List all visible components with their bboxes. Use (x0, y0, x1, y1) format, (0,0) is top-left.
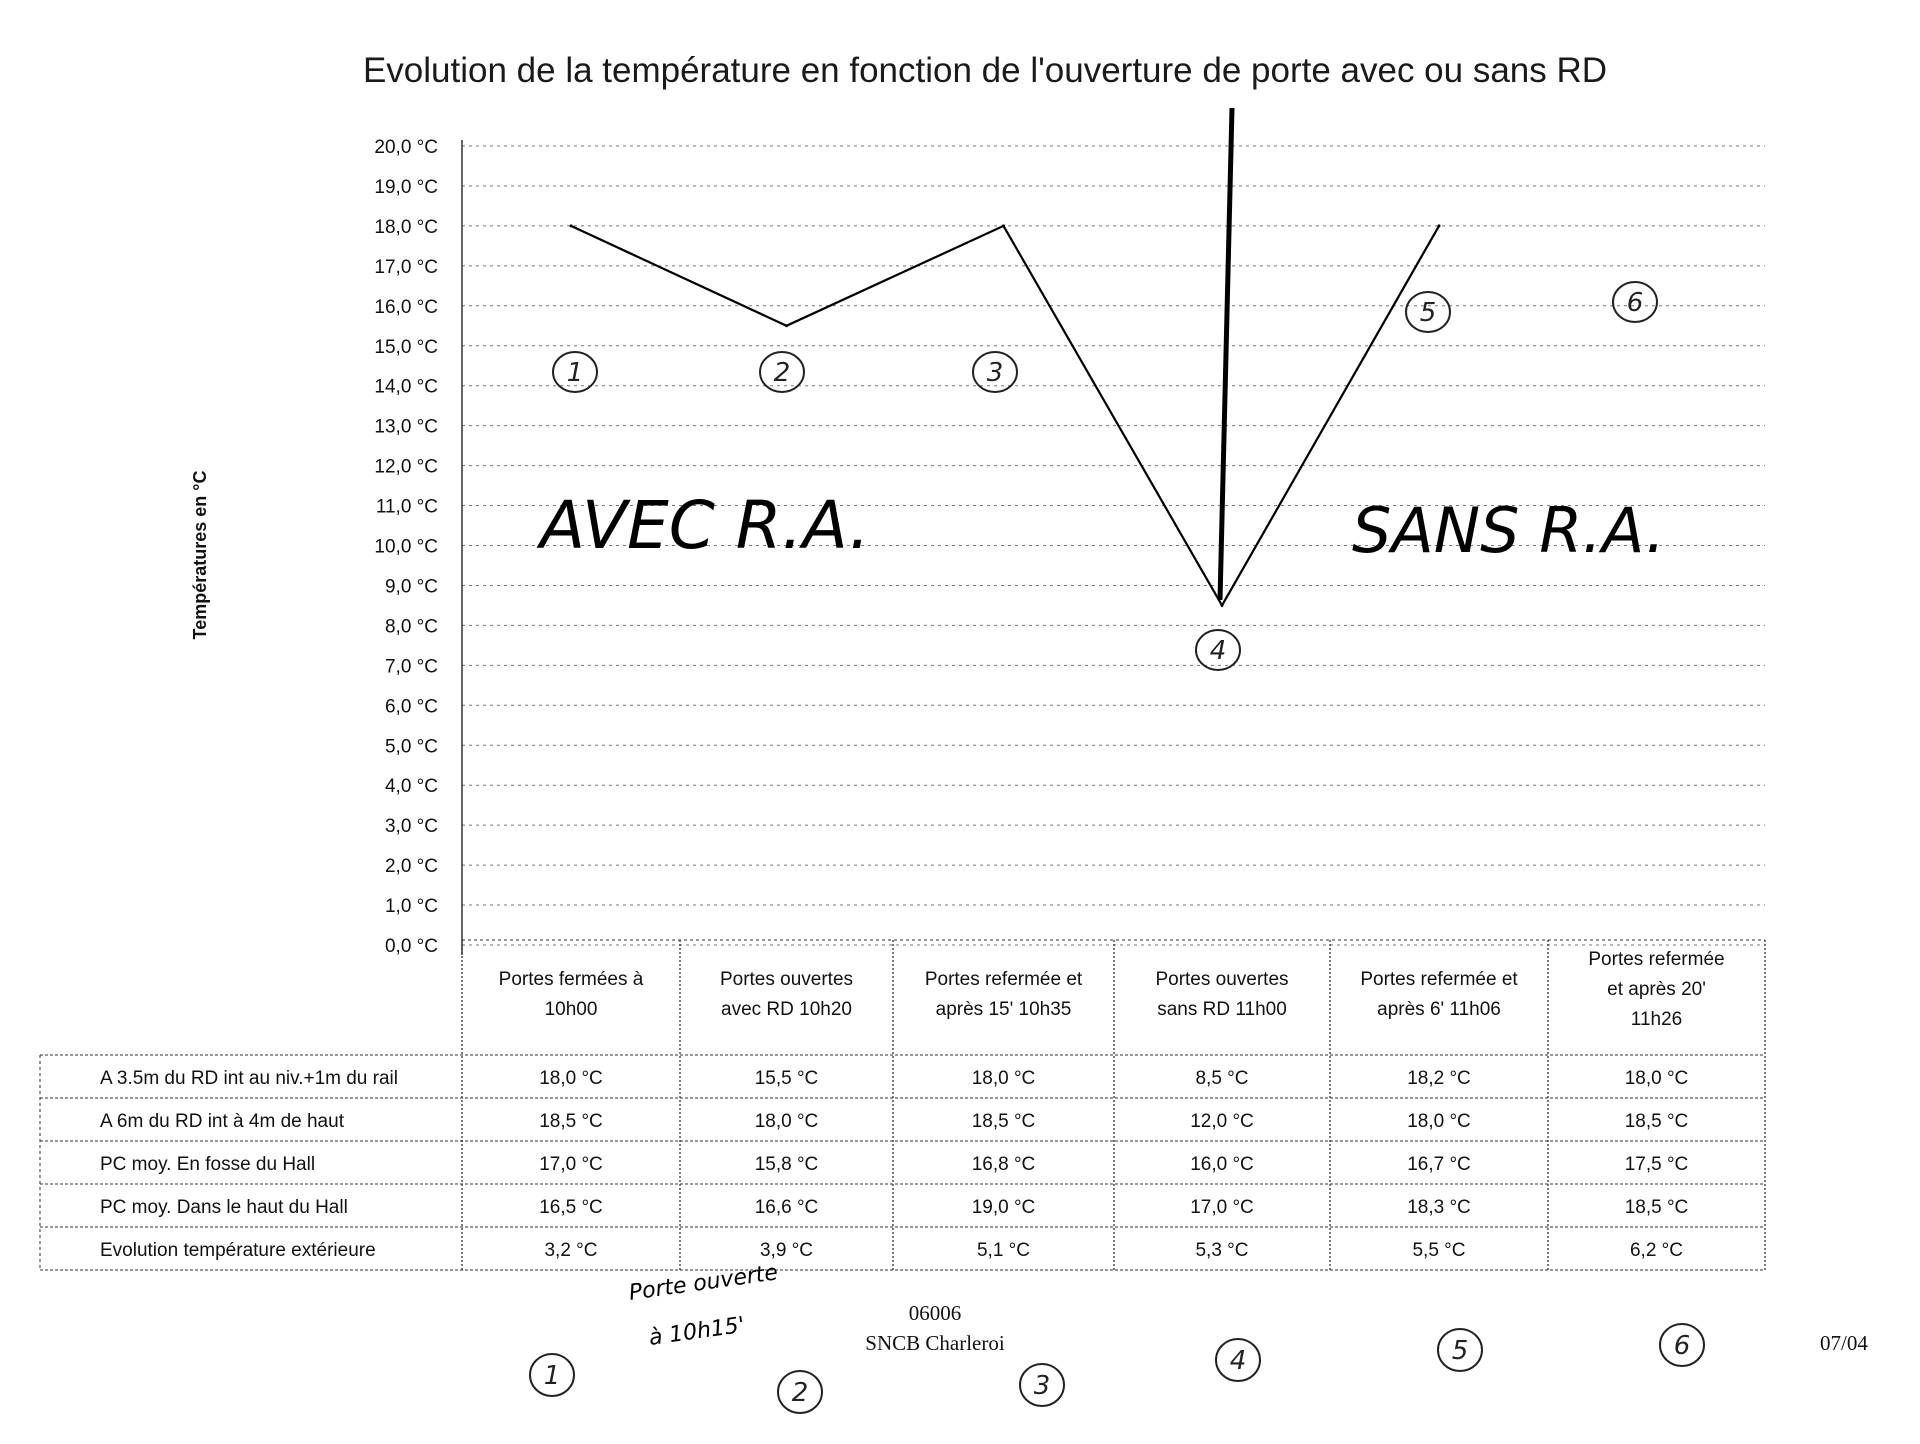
point-markers (553, 282, 1657, 670)
y-tick-label: 19,0 °C (374, 176, 438, 198)
table-cell: 3,9 °C (759, 1240, 814, 1261)
y-tick-label: 13,0 °C (374, 416, 438, 438)
table-cell: 17,5 °C (1624, 1154, 1689, 1175)
table-cell: 5,5 °C (1412, 1240, 1466, 1261)
y-tick-label: 6,0 °C (384, 696, 438, 718)
table-cell: 16,8 °C (971, 1154, 1036, 1175)
chart-title: Evolution de la température en fonction de l'ouverture de porte avec ou sans RD (362, 51, 1608, 90)
data-table (40, 940, 1765, 1270)
table-cell: 16,5 °C (539, 1197, 603, 1218)
table-cell: 18,3 °C (1407, 1197, 1471, 1218)
y-tick-label: 15,0 °C (374, 336, 438, 358)
annotation-avec: AVEC R.A. (540, 487, 870, 564)
bottom-marker-label: 5 (1451, 1336, 1469, 1366)
category-label: Portes refermée et (1360, 969, 1518, 990)
table-cell: 17,0 °C (1190, 1197, 1254, 1218)
table-cell: 8,5 °C (1195, 1068, 1249, 1089)
data-point (1221, 604, 1224, 607)
table-row-label: PC moy. En fosse du Hall (100, 1154, 316, 1175)
category-label: après 15' 10h35 (935, 999, 1072, 1020)
table-row-label: PC moy. Dans le haut du Hall (100, 1197, 348, 1218)
bottom-marker-label: 4 (1229, 1346, 1247, 1376)
y-tick-label: 17,0 °C (374, 256, 438, 278)
annotation-sans: SANS R.A. (1352, 494, 1666, 567)
table-cell: 18,0 °C (539, 1068, 603, 1089)
y-tick-label: 4,0 °C (384, 776, 438, 798)
y-tick-label: 5,0 °C (384, 736, 438, 758)
category-label: après 6' 11h06 (1377, 999, 1501, 1020)
handwritten-note-line-2: à 10h15' (647, 1312, 747, 1351)
table-cell: 18,5 °C (1624, 1197, 1689, 1218)
separator-stroke (1220, 108, 1232, 600)
chart-marker-label: 3 (986, 358, 1004, 388)
y-axis-label: Températures en °C (190, 470, 210, 640)
y-tick-label: 7,0 °C (384, 656, 438, 678)
category-label: Portes fermées à (498, 969, 644, 990)
bottom-marker-label: 1 (543, 1361, 561, 1391)
category-label: Portes refermée (1588, 949, 1725, 970)
category-label: avec RD 10h20 (721, 999, 852, 1020)
category-label: Portes refermée et (924, 969, 1083, 990)
table-cell: 15,5 °C (754, 1068, 819, 1089)
bottom-marker-label: 3 (1033, 1371, 1051, 1401)
y-tick-label: 14,0 °C (374, 376, 438, 398)
table-cell: 18,5 °C (539, 1111, 603, 1132)
table-cell: 19,0 °C (971, 1197, 1036, 1218)
table-cell: 18,0 °C (971, 1068, 1036, 1089)
y-tick-label: 2,0 °C (384, 856, 438, 878)
category-label: sans RD 11h00 (1157, 999, 1287, 1020)
footer-org: SNCB Charleroi (865, 1331, 1005, 1355)
table-cell: 3,2 °C (544, 1240, 598, 1261)
chart-marker-label: 4 (1209, 636, 1227, 666)
table-cell: 5,1 °C (976, 1240, 1031, 1261)
category-label: 11h26 (1630, 1009, 1683, 1030)
table-cell: 15,8 °C (754, 1154, 819, 1175)
footer-code: 06006 (908, 1301, 962, 1325)
category-label: 10h00 (544, 999, 598, 1020)
table-cell: 18,0 °C (754, 1111, 819, 1132)
table-cell: 17,0 °C (539, 1154, 603, 1175)
table-cell: 18,0 °C (1624, 1068, 1689, 1089)
table-cell: 16,0 °C (1190, 1154, 1254, 1175)
y-tick-label: 0,0 °C (384, 936, 438, 957)
table-cell: 12,0 °C (1190, 1111, 1254, 1132)
category-label: et après 20' (1607, 979, 1706, 1000)
y-tick-label: 10,0 °C (374, 536, 438, 558)
table-cell: 16,7 °C (1407, 1154, 1471, 1175)
chart-marker-label: 1 (566, 358, 584, 388)
y-tick-label: 3,0 °C (384, 816, 438, 838)
table-cell: 5,3 °C (1195, 1240, 1249, 1261)
table-cell: 6,2 °C (1629, 1240, 1684, 1261)
data-point (1438, 224, 1441, 227)
y-tick-label: 11,0 °C (375, 496, 438, 518)
category-label: Portes ouvertes (719, 969, 854, 990)
chart-marker-label: 2 (773, 358, 791, 388)
data-point (570, 224, 573, 227)
table-row-label: A 3.5m du RD int au niv.+1m du rail (100, 1068, 398, 1089)
category-label: Portes ouvertes (1155, 969, 1289, 990)
table-cell: 18,2 °C (1407, 1068, 1471, 1089)
bottom-marker-label: 6 (1673, 1331, 1691, 1361)
y-tick-label: 1,0 °C (384, 896, 438, 918)
y-tick-label: 16,0 °C (374, 296, 438, 318)
y-tick-label: 12,0 °C (374, 456, 438, 478)
bottom-marker-label: 2 (791, 1378, 809, 1408)
table-cell: 18,5 °C (1624, 1111, 1689, 1132)
y-tick-label: 20,0 °C (374, 137, 438, 158)
y-tick-label: 9,0 °C (384, 576, 438, 598)
table-row-label: A 6m du RD int à 4m de haut (100, 1111, 344, 1132)
chart-marker-label: 6 (1626, 288, 1644, 318)
handwritten-note-line-1: Porte ouverte (627, 1260, 780, 1306)
chart-marker-label: 5 (1419, 298, 1437, 328)
table-cell: 18,5 °C (971, 1111, 1036, 1132)
footer-page: 07/04 (1820, 1331, 1868, 1355)
data-point (785, 324, 788, 327)
table-cell: 18,0 °C (1407, 1111, 1471, 1132)
table-row-label: Evolution température extérieure (100, 1240, 376, 1261)
table-cell: 16,6 °C (754, 1197, 819, 1218)
data-point (1002, 224, 1005, 227)
y-tick-label: 18,0 °C (374, 216, 438, 238)
y-tick-labels (374, 137, 438, 957)
y-tick-label: 8,0 °C (384, 616, 438, 638)
